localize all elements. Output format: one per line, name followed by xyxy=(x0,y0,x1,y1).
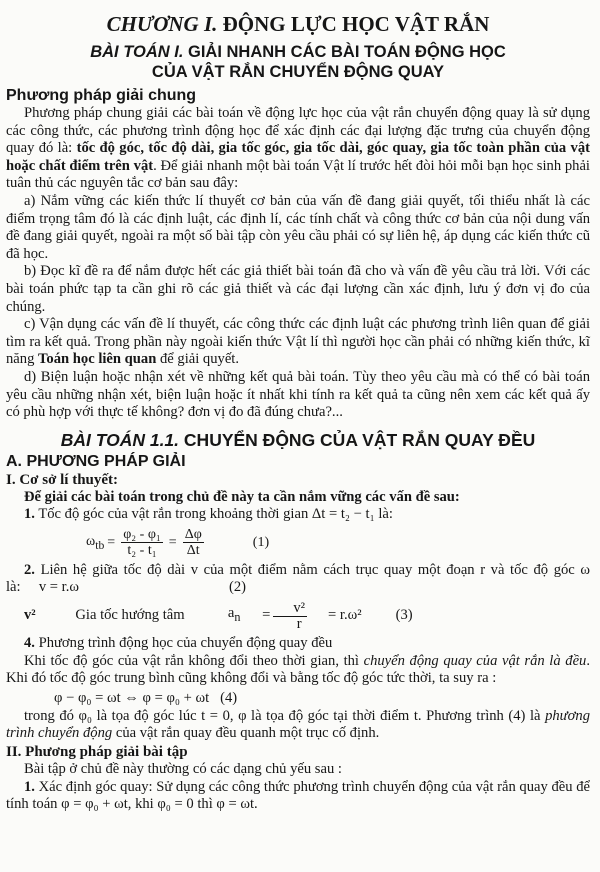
eq1-fraction-2: $\frac{\Delta\varphi}{\Delta t}$ xyxy=(184,527,202,559)
eq1-equals-2: = xyxy=(168,534,177,550)
problem-1-1-title xyxy=(6,430,590,450)
item-2-text: Liên hệ giữa tốc độ dài v của một điểm nằm cách trục quay một đoạn r và tốc độ góc ω là: xyxy=(6,561,590,596)
rule-c-text-2: để giải quyết. xyxy=(156,351,240,368)
eq1-fraction-1: $\frac{\text{φ₂ - φ₁}}{\text{t₂ - t₁}}$ xyxy=(123,527,161,559)
equation-1 xyxy=(6,524,590,562)
problem-1-1-prefix: BÀI TOÁN 1.1. xyxy=(60,429,180,450)
item-4-text: Phương trình động học của chuyển động quay đều xyxy=(38,635,333,652)
eq1-lhs: $\omega_{tb}$ xyxy=(86,533,105,552)
exercise-1-number: 1. xyxy=(24,778,35,795)
chapter-title xyxy=(6,12,590,36)
rule-c-bold: Toán học liên quan xyxy=(38,351,157,368)
problem-1-title xyxy=(6,42,590,82)
item-4-number: 4. xyxy=(24,635,35,652)
intro-text-1: Phương pháp chung giải các bài toán về động lực học của vật rắn chuyển động quay là sử dụng các công thức, các phương trình động học để xác định các đại lượng đặc trưng của chuyển động quay đó là: xyxy=(6,105,590,157)
rule-a: a) Nắm vững các kiến thức lí thuyết cơ bản của vấn đề đang giải quyết, tối thiểu nhất là các điểm trọng tâm đó là các định luật, các định lí, các tính chất và công thức cơ bản của nội dung vấn đề đang giải quyết, ngoài ra một số bài tập còn yêu cầu phải có sự liên hệ, áp dụng các kiến thức cũ đã học. xyxy=(6,192,590,262)
method-heading: Phương pháp giải chung xyxy=(6,87,197,104)
item-2-formula: v = r.ω xyxy=(38,579,79,596)
item-3-number: v² xyxy=(24,607,36,624)
problem-1-prefix: BÀI TOÁN I. xyxy=(90,43,184,61)
intro-text-2: . Để giải nhanh một bài toán Vật lí trước hết đòi hỏi mỗi bạn học sinh phải tuân thủ các nguyên tắc cơ bản sau đây: xyxy=(6,157,590,192)
item-2 xyxy=(6,562,590,597)
intro-paragraph xyxy=(6,105,590,193)
where-text-1: trong đó φ₀ là tọa độ góc lúc t = 0, φ là tọa độ góc tại thời điểm t. Phương trình (4) là xyxy=(24,707,546,724)
item-3-lhs: $a_n$ xyxy=(227,605,241,625)
eq1-label: (1) xyxy=(252,534,270,550)
exercise-1-text: Xác định góc quay: Sử dụng các công thức phương trình chuyển động của vật rắn quay đều để tính toán φ = φ₀ + ωt, khi φ₀ = 0 thì φ = ωt. xyxy=(6,778,590,813)
problem-1-line2: CỦA VẬT RẮN CHUYỂN ĐỘNG QUAY xyxy=(151,63,445,81)
intro-quantities: tốc độ góc, tốc độ dài, gia tốc góc, gia tốc dài, góc quay, gia tốc toàn phần của vật hoặc chất điểm trên vật xyxy=(6,140,590,174)
uniform-text-2: . Khi đó tốc độ góc trung bình cũng không đổi và bằng tốc độ góc tức thời, ta suy ra : xyxy=(6,652,590,687)
rule-c xyxy=(6,316,590,369)
where-italic: phương trình chuyển động xyxy=(6,707,590,742)
where-text-2: của vật rắn quay đều quanh một trục cố định. xyxy=(112,725,380,742)
theory-intro: Để giải các bài toán trong chủ đề này ta cần nắm vững các vấn đề sau: xyxy=(24,488,460,505)
rule-b: b) Đọc kĩ đề ra để nắm được hết các giả thiết bài toán đã cho và vấn đề yêu cầu trả lời. Với các bài toán phức tạp ta cần ghi rõ các giả thiết và các đại lượng cần xác định, lưu ý đơn vị đo của chúng. xyxy=(6,263,590,315)
problem-1-1-name: CHUYỂN ĐỘNG CỦA VẬT RẮN QUAY ĐỀU xyxy=(183,429,536,450)
eq4-formula: φ − φ₀ = ωt ⇔ φ = φ₀ + ωt xyxy=(54,689,210,706)
item-1-text: Tốc độ góc của vật rắn trong khoảng thời gian Δt = t₂ − t₁ là: xyxy=(38,506,393,523)
chapter-number: CHƯƠNG I. xyxy=(106,12,218,36)
item-2-number: 2. xyxy=(24,561,35,578)
rule-d: d) Biện luận hoặc nhận xét về những kết quả bài toán. Tùy theo yêu cầu mà có thể có bài toán yêu cầu những nhận xét, biện luận hoặc ít nhất khi tính ra kết quả ta cũng nên xem các kết quả ấy có phù hợp với thực tế không? đơn vị đo đã đúng chưa?... xyxy=(6,368,590,421)
item-2-label: (2) xyxy=(228,579,247,596)
theory-heading: I. Cơ sở lí thuyết: xyxy=(6,471,119,488)
chapter-name: ĐỘNG LỰC HỌC VẬT RẮN xyxy=(222,12,490,36)
item-3-text: Gia tốc hướng tâm xyxy=(75,607,185,624)
uniform-paragraph xyxy=(6,653,590,688)
exercise-1 xyxy=(6,779,590,814)
item-4 xyxy=(6,635,590,653)
item-1 xyxy=(6,506,590,524)
where-paragraph xyxy=(6,708,590,743)
item-3-rhs: = r.ω² xyxy=(328,607,362,624)
rule-c-text-1: c) Vận dụng các vấn đề lí thuyết, các công thức các định luật các phương trình liên quan để giải tìm ra kết quả. Trong phần này ngoài kiến thức Vật lí thì người học cần phải có những kiến thức, kĩ năng xyxy=(6,316,590,368)
equation-4 xyxy=(6,688,590,708)
eq4-label: (4) xyxy=(220,689,238,706)
exercise-intro: Bài tập ở chủ đề này thường có các dạng chủ yếu sau : xyxy=(24,761,342,778)
problem-1-line1: GIẢI NHANH CÁC BÀI TOÁN ĐỘNG HỌC xyxy=(188,43,506,61)
uniform-text-1: Khi tốc độ góc của vật rắn không đổi theo thời gian, thì xyxy=(24,652,364,669)
eq1-equals: = xyxy=(107,534,116,550)
item-3: v² Gia tốc hướng tâm $a_n$ = $\frac{\text{v²}}{r}$ = r.ω² (3) xyxy=(6,597,590,635)
section-a-heading: A. PHƯƠNG PHÁP GIẢI xyxy=(6,452,186,470)
item-1-number: 1. xyxy=(24,506,35,523)
exercise-heading: II. Phương pháp giải bài tập xyxy=(6,744,188,761)
uniform-italic: chuyển động quay của vật rắn là đều xyxy=(363,652,587,669)
item-3-fraction: $\frac{\text{v²}}{r}$ xyxy=(273,601,307,632)
item-3-label: (3) xyxy=(395,607,413,624)
